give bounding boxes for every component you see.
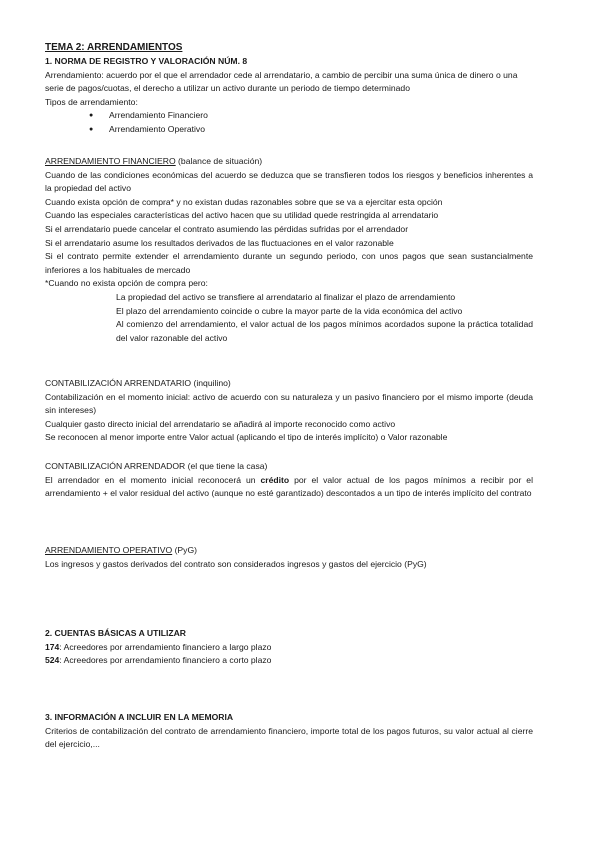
memory-text: Criterios de contabilización del contrato de arrendamiento financiero, importe total de los pagos futuros, su valor actual al cierre del ejercicio,... [45, 725, 533, 750]
section-1-heading: 1. NORMA DE REGISTRO Y VALORACIÓN NÚM. 8 [45, 56, 248, 66]
lessee-line: Cualquier gasto directo inicial del arrendatario se añadirá al importe reconocido como activo [45, 418, 396, 429]
financial-lease-section [45, 155, 533, 345]
account-line: 524: Acreedores por arrendamiento financiero a corto plazo [45, 655, 272, 666]
operating-lease-section [45, 544, 533, 571]
criteria-line: Cuando las especiales características del activo hacen que su utilidad quede restringida al arrendatario [45, 210, 439, 221]
footnote-line: Al comienzo del arrendamiento, el valor actual de los pagos mínimos acordados supone la práctica totalidad del valor razonable del activo [116, 319, 533, 343]
criteria-line: Si el arrendatario asume los resultados derivados de las fluctuaciones en el valor razonable [45, 237, 394, 248]
section-2-heading: 2. CUENTAS BÁSICAS A UTILIZAR [45, 628, 187, 638]
operating-lease-heading: ARRENDAMIENTO OPERATIVO (PyG) [45, 545, 198, 555]
lessor-text: El arrendador en el momento inicial reconocerá un crédito por el valor actual de los pagos mínimos a recibir por el arrendamiento + el valor residual del activo (aunque no esté garantizado) descontados a un tipo de interés implícito del contrato [45, 474, 533, 499]
section-2 [45, 627, 533, 668]
criteria-line: Si el contrato permite extender el arrendamiento durante un segundo periodo, con unos pagos que sean sustancialmente inferiores a los habituales de mercado [45, 251, 533, 275]
types-list [45, 109, 533, 136]
section-1 [45, 41, 533, 137]
operating-lease-text: Los ingresos y gastos derivados del contrato son considerados ingresos y gastos del ejercicio (PyG) [45, 558, 427, 569]
section-3-heading: 3. INFORMACIÓN A INCLUIR EN LA MEMORIA [45, 712, 234, 722]
types-label: Tipos de arrendamiento: [45, 96, 138, 107]
criteria-line: Cuando exista opción de compra* y no existan dudas razonables sobre que se va a ejercitar esta opción [45, 196, 443, 207]
criteria-line: Si el arrendatario puede cancelar el contrato asumiendo las pérdidas sufridas por el arrendador [45, 223, 409, 234]
page-title: TEMA 2: ARRENDAMIENTOS [45, 42, 183, 53]
lessee-line: Contabilización en el momento inicial: activo de acuerdo con su naturaleza y un pasivo financiero por el mismo importe (deuda sin intereses) [45, 391, 533, 416]
definition: Arrendamiento: acuerdo por el que el arrendador cede al arrendatario, a cambio de percibir una suma única de dinero o una serie de pagos/cuotas, el derecho a utilizar un activo durante un periodo de tiempo determinado [45, 69, 518, 94]
footnote-line: La propiedad del activo se transfiere al arrendatario al finalizar el plazo de arrendamiento [116, 291, 456, 302]
financial-lease-heading: ARRENDAMIENTO FINANCIERO (balance de situación) [45, 156, 263, 166]
lessee-line: Se reconocen al menor importe entre Valor actual (aplicando el tipo de interés implícito) o Valor razonable [45, 432, 448, 443]
lessee-heading: CONTABILIZACIÓN ARRENDATARIO (inquilino) [45, 378, 231, 388]
section-3 [45, 711, 533, 752]
lessor-heading: CONTABILIZACIÓN ARRENDADOR (el que tiene la casa) [45, 461, 268, 471]
footnote-line: El plazo del arrendamiento coincide o cubre la mayor parte de la vida económica del activo [116, 305, 463, 316]
footnote-label: *Cuando no exista opción de compra pero: [45, 278, 208, 289]
list-item: ● Arrendamiento Financiero [45, 109, 533, 123]
criteria-line: Cuando de las condiciones económicas del acuerdo se deduzca que se transfieren todos los riesgos y beneficios inherentes a la propiedad del activo [45, 169, 533, 194]
lessor-accounting-section [45, 460, 533, 501]
lessee-accounting-section [45, 377, 533, 445]
list-item: ● Arrendamiento Operativo [45, 123, 533, 137]
account-line: 174: Acreedores por arrendamiento financiero a largo plazo [45, 641, 272, 652]
